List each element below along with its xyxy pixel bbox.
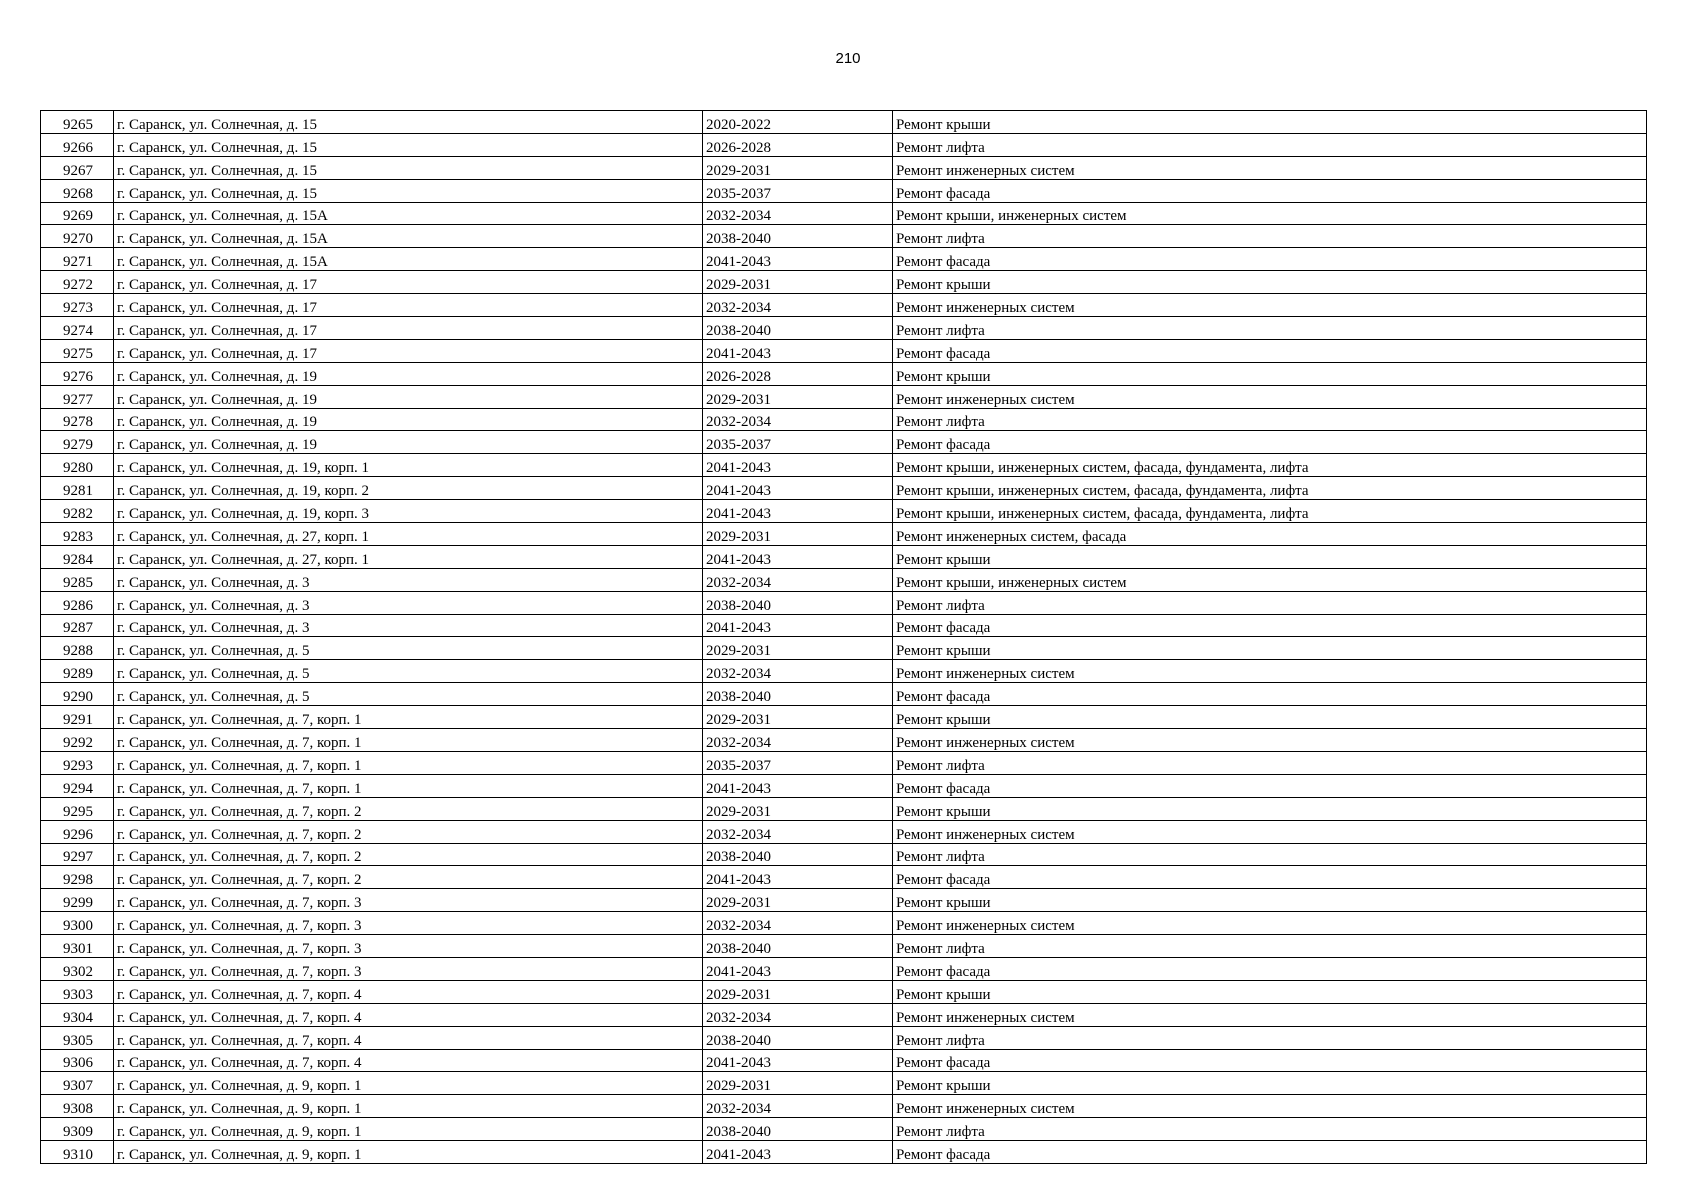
period-cell: 2032-2034 [703, 820, 893, 843]
period-cell: 2035-2037 [703, 431, 893, 454]
work-type-cell: Ремонт крыши [893, 637, 1647, 660]
period-cell: 2026-2028 [703, 133, 893, 156]
address-cell: г. Саранск, ул. Солнечная, д. 9, корп. 1 [114, 1072, 703, 1095]
row-number-cell: 9301 [41, 935, 114, 958]
row-number-cell: 9300 [41, 912, 114, 935]
page-number: 210 [835, 50, 861, 67]
row-number-cell: 9291 [41, 706, 114, 729]
work-type-cell: Ремонт фасада [893, 179, 1647, 202]
work-type-cell: Ремонт инженерных систем [893, 912, 1647, 935]
table-row [41, 797, 1647, 820]
work-type-cell: Ремонт инженерных систем [893, 1095, 1647, 1118]
table-row [41, 957, 1647, 980]
address-cell: г. Саранск, ул. Солнечная, д. 19 [114, 408, 703, 431]
period-cell: 2032-2034 [703, 408, 893, 431]
table-row [41, 294, 1647, 317]
period-cell: 2041-2043 [703, 339, 893, 362]
address-cell: г. Саранск, ул. Солнечная, д. 7, корп. 2 [114, 866, 703, 889]
table-row [41, 271, 1647, 294]
table-row [41, 980, 1647, 1003]
period-cell: 2038-2040 [703, 935, 893, 958]
address-cell: г. Саранск, ул. Солнечная, д. 19, корп. 3 [114, 500, 703, 523]
period-cell: 2038-2040 [703, 1026, 893, 1049]
table-row [41, 1049, 1647, 1072]
row-number-cell: 9310 [41, 1141, 114, 1164]
period-cell: 2029-2031 [703, 1072, 893, 1095]
table-row [41, 591, 1647, 614]
row-number-cell: 9282 [41, 500, 114, 523]
work-type-cell: Ремонт инженерных систем [893, 1003, 1647, 1026]
row-number-cell: 9266 [41, 133, 114, 156]
address-cell: г. Саранск, ул. Солнечная, д. 9, корп. 1 [114, 1095, 703, 1118]
address-cell: г. Саранск, ул. Солнечная, д. 7, корп. 3 [114, 889, 703, 912]
work-type-cell: Ремонт инженерных систем [893, 660, 1647, 683]
period-cell: 2038-2040 [703, 843, 893, 866]
row-number-cell: 9272 [41, 271, 114, 294]
table-row [41, 431, 1647, 454]
row-number-cell: 9269 [41, 202, 114, 225]
address-cell: г. Саранск, ул. Солнечная, д. 19, корп. 2 [114, 477, 703, 500]
work-type-cell: Ремонт крыши [893, 1072, 1647, 1095]
work-type-cell: Ремонт лифта [893, 1118, 1647, 1141]
address-cell: г. Саранск, ул. Солнечная, д. 9, корп. 1 [114, 1118, 703, 1141]
address-cell: г. Саранск, ул. Солнечная, д. 7, корп. 3 [114, 935, 703, 958]
table-row [41, 179, 1647, 202]
row-number-cell: 9280 [41, 454, 114, 477]
table-row [41, 1072, 1647, 1095]
address-cell: г. Саранск, ул. Солнечная, д. 19 [114, 431, 703, 454]
address-cell: г. Саранск, ул. Солнечная, д. 17 [114, 271, 703, 294]
row-number-cell: 9283 [41, 523, 114, 546]
row-number-cell: 9278 [41, 408, 114, 431]
period-cell: 2032-2034 [703, 568, 893, 591]
address-cell: г. Саранск, ул. Солнечная, д. 19, корп. 1 [114, 454, 703, 477]
table-row [41, 660, 1647, 683]
work-type-cell: Ремонт крыши [893, 889, 1647, 912]
address-cell: г. Саранск, ул. Солнечная, д. 7, корп. 1 [114, 751, 703, 774]
work-type-cell: Ремонт фасада [893, 866, 1647, 889]
work-type-cell: Ремонт фасада [893, 957, 1647, 980]
address-cell: г. Саранск, ул. Солнечная, д. 7, корп. 4 [114, 980, 703, 1003]
period-cell: 2026-2028 [703, 362, 893, 385]
row-number-cell: 9305 [41, 1026, 114, 1049]
row-number-cell: 9292 [41, 729, 114, 752]
period-cell: 2038-2040 [703, 317, 893, 340]
table-row [41, 156, 1647, 179]
row-number-cell: 9288 [41, 637, 114, 660]
address-cell: г. Саранск, ул. Солнечная, д. 7, корп. 4 [114, 1003, 703, 1026]
period-cell: 2041-2043 [703, 1141, 893, 1164]
table-row [41, 317, 1647, 340]
period-cell: 2041-2043 [703, 454, 893, 477]
table-row [41, 225, 1647, 248]
row-number-cell: 9286 [41, 591, 114, 614]
table-row [41, 500, 1647, 523]
period-cell: 2041-2043 [703, 477, 893, 500]
row-number-cell: 9279 [41, 431, 114, 454]
period-cell: 2029-2031 [703, 271, 893, 294]
row-number-cell: 9296 [41, 820, 114, 843]
row-number-cell: 9309 [41, 1118, 114, 1141]
address-cell: г. Саранск, ул. Солнечная, д. 7, корп. 1 [114, 774, 703, 797]
address-cell: г. Саранск, ул. Солнечная, д. 7, корп. 1 [114, 706, 703, 729]
row-number-cell: 9297 [41, 843, 114, 866]
address-cell: г. Саранск, ул. Солнечная, д. 5 [114, 660, 703, 683]
address-cell: г. Саранск, ул. Солнечная, д. 15 [114, 133, 703, 156]
work-type-cell: Ремонт инженерных систем [893, 820, 1647, 843]
address-cell: г. Саранск, ул. Солнечная, д. 19 [114, 362, 703, 385]
table-row [41, 683, 1647, 706]
address-cell: г. Саранск, ул. Солнечная, д. 7, корп. 3 [114, 912, 703, 935]
address-cell: г. Саранск, ул. Солнечная, д. 5 [114, 683, 703, 706]
row-number-cell: 9281 [41, 477, 114, 500]
table-body [41, 111, 1647, 1164]
address-cell: г. Саранск, ул. Солнечная, д. 3 [114, 568, 703, 591]
row-number-cell: 9287 [41, 614, 114, 637]
period-cell: 2032-2034 [703, 660, 893, 683]
period-cell: 2029-2031 [703, 637, 893, 660]
row-number-cell: 9285 [41, 568, 114, 591]
table-row [41, 385, 1647, 408]
work-type-cell: Ремонт крыши [893, 362, 1647, 385]
period-cell: 2020-2022 [703, 111, 893, 134]
period-cell: 2038-2040 [703, 683, 893, 706]
period-cell: 2041-2043 [703, 1049, 893, 1072]
period-cell: 2032-2034 [703, 729, 893, 752]
period-cell: 2029-2031 [703, 980, 893, 1003]
table-row [41, 751, 1647, 774]
table-row [41, 408, 1647, 431]
address-cell: г. Саранск, ул. Солнечная, д. 15А [114, 248, 703, 271]
address-cell: г. Саранск, ул. Солнечная, д. 7, корп. 2 [114, 797, 703, 820]
address-cell: г. Саранск, ул. Солнечная, д. 15 [114, 111, 703, 134]
work-type-cell: Ремонт лифта [893, 935, 1647, 958]
period-cell: 2032-2034 [703, 1095, 893, 1118]
work-type-cell: Ремонт фасада [893, 339, 1647, 362]
row-number-cell: 9294 [41, 774, 114, 797]
table-row [41, 545, 1647, 568]
table-row [41, 339, 1647, 362]
address-cell: г. Саранск, ул. Солнечная, д. 15А [114, 225, 703, 248]
row-number-cell: 9268 [41, 179, 114, 202]
address-cell: г. Саранск, ул. Солнечная, д. 7, корп. 2 [114, 820, 703, 843]
period-cell: 2032-2034 [703, 1003, 893, 1026]
row-number-cell: 9270 [41, 225, 114, 248]
row-number-cell: 9308 [41, 1095, 114, 1118]
address-cell: г. Саранск, ул. Солнечная, д. 5 [114, 637, 703, 660]
address-cell: г. Саранск, ул. Солнечная, д. 15А [114, 202, 703, 225]
table-row [41, 1026, 1647, 1049]
work-type-cell: Ремонт крыши [893, 545, 1647, 568]
work-type-cell: Ремонт лифта [893, 133, 1647, 156]
table-row [41, 866, 1647, 889]
work-type-cell: Ремонт крыши, инженерных систем, фасада, фундамента, лифта [893, 477, 1647, 500]
work-type-cell: Ремонт крыши, инженерных систем, фасада, фундамента, лифта [893, 500, 1647, 523]
table-row [41, 774, 1647, 797]
work-type-cell: Ремонт лифта [893, 225, 1647, 248]
table-row [41, 820, 1647, 843]
period-cell: 2041-2043 [703, 957, 893, 980]
row-number-cell: 9265 [41, 111, 114, 134]
table-row [41, 568, 1647, 591]
period-cell: 2041-2043 [703, 500, 893, 523]
address-cell: г. Саранск, ул. Солнечная, д. 7, корп. 4 [114, 1026, 703, 1049]
work-type-cell: Ремонт крыши [893, 797, 1647, 820]
table-row [41, 248, 1647, 271]
table-row [41, 362, 1647, 385]
address-cell: г. Саранск, ул. Солнечная, д. 19 [114, 385, 703, 408]
period-cell: 2035-2037 [703, 179, 893, 202]
row-number-cell: 9273 [41, 294, 114, 317]
row-number-cell: 9306 [41, 1049, 114, 1072]
period-cell: 2041-2043 [703, 614, 893, 637]
period-cell: 2041-2043 [703, 774, 893, 797]
table-row [41, 729, 1647, 752]
row-number-cell: 9295 [41, 797, 114, 820]
work-type-cell: Ремонт фасада [893, 248, 1647, 271]
address-cell: г. Саранск, ул. Солнечная, д. 3 [114, 591, 703, 614]
work-type-cell: Ремонт крыши [893, 706, 1647, 729]
work-type-cell: Ремонт инженерных систем [893, 729, 1647, 752]
address-cell: г. Саранск, ул. Солнечная, д. 7, корп. 4 [114, 1049, 703, 1072]
work-type-cell: Ремонт крыши, инженерных систем [893, 202, 1647, 225]
work-type-cell: Ремонт инженерных систем [893, 385, 1647, 408]
row-number-cell: 9267 [41, 156, 114, 179]
period-cell: 2029-2031 [703, 523, 893, 546]
row-number-cell: 9298 [41, 866, 114, 889]
period-cell: 2035-2037 [703, 751, 893, 774]
row-number-cell: 9276 [41, 362, 114, 385]
work-type-cell: Ремонт инженерных систем [893, 156, 1647, 179]
work-type-cell: Ремонт лифта [893, 317, 1647, 340]
table-row [41, 1095, 1647, 1118]
row-number-cell: 9293 [41, 751, 114, 774]
table-row [41, 1003, 1647, 1026]
work-type-cell: Ремонт фасада [893, 683, 1647, 706]
work-type-cell: Ремонт крыши [893, 980, 1647, 1003]
row-number-cell: 9277 [41, 385, 114, 408]
work-type-cell: Ремонт фасада [893, 1141, 1647, 1164]
row-number-cell: 9302 [41, 957, 114, 980]
row-number-cell: 9304 [41, 1003, 114, 1026]
address-cell: г. Саранск, ул. Солнечная, д. 27, корп. 1 [114, 523, 703, 546]
row-number-cell: 9271 [41, 248, 114, 271]
work-type-cell: Ремонт лифта [893, 1026, 1647, 1049]
period-cell: 2032-2034 [703, 912, 893, 935]
address-cell: г. Саранск, ул. Солнечная, д. 15 [114, 156, 703, 179]
table-row [41, 935, 1647, 958]
address-cell: г. Саранск, ул. Солнечная, д. 7, корп. 3 [114, 957, 703, 980]
period-cell: 2029-2031 [703, 706, 893, 729]
work-type-cell: Ремонт инженерных систем, фасада [893, 523, 1647, 546]
period-cell: 2032-2034 [703, 202, 893, 225]
work-type-cell: Ремонт лифта [893, 591, 1647, 614]
period-cell: 2038-2040 [703, 1118, 893, 1141]
table-row [41, 523, 1647, 546]
work-type-cell: Ремонт лифта [893, 408, 1647, 431]
row-number-cell: 9274 [41, 317, 114, 340]
table-row [41, 889, 1647, 912]
row-number-cell: 9275 [41, 339, 114, 362]
address-cell: г. Саранск, ул. Солнечная, д. 27, корп. 1 [114, 545, 703, 568]
period-cell: 2032-2034 [703, 294, 893, 317]
period-cell: 2041-2043 [703, 545, 893, 568]
table-row [41, 706, 1647, 729]
period-cell: 2029-2031 [703, 385, 893, 408]
table-row [41, 133, 1647, 156]
work-type-cell: Ремонт лифта [893, 751, 1647, 774]
table-row [41, 202, 1647, 225]
work-type-cell: Ремонт инженерных систем [893, 294, 1647, 317]
table-row [41, 637, 1647, 660]
row-number-cell: 9284 [41, 545, 114, 568]
period-cell: 2029-2031 [703, 156, 893, 179]
address-cell: г. Саранск, ул. Солнечная, д. 7, корп. 1 [114, 729, 703, 752]
row-number-cell: 9289 [41, 660, 114, 683]
period-cell: 2029-2031 [703, 797, 893, 820]
address-cell: г. Саранск, ул. Солнечная, д. 9, корп. 1 [114, 1141, 703, 1164]
period-cell: 2029-2031 [703, 889, 893, 912]
row-number-cell: 9299 [41, 889, 114, 912]
row-number-cell: 9290 [41, 683, 114, 706]
address-cell: г. Саранск, ул. Солнечная, д. 15 [114, 179, 703, 202]
table-row [41, 843, 1647, 866]
table-row [41, 912, 1647, 935]
table-row [41, 1141, 1647, 1164]
table-row [41, 111, 1647, 134]
period-cell: 2038-2040 [703, 591, 893, 614]
work-type-cell: Ремонт фасада [893, 1049, 1647, 1072]
table-row [41, 477, 1647, 500]
table-row [41, 1118, 1647, 1141]
row-number-cell: 9307 [41, 1072, 114, 1095]
address-cell: г. Саранск, ул. Солнечная, д. 17 [114, 294, 703, 317]
table-row [41, 614, 1647, 637]
work-type-cell: Ремонт фасада [893, 774, 1647, 797]
work-type-cell: Ремонт крыши, инженерных систем, фасада, фундамента, лифта [893, 454, 1647, 477]
work-type-cell: Ремонт крыши, инженерных систем [893, 568, 1647, 591]
period-cell: 2041-2043 [703, 866, 893, 889]
row-number-cell: 9303 [41, 980, 114, 1003]
period-cell: 2038-2040 [703, 225, 893, 248]
repair-schedule-table [40, 110, 1647, 1164]
work-type-cell: Ремонт крыши [893, 271, 1647, 294]
address-cell: г. Саранск, ул. Солнечная, д. 3 [114, 614, 703, 637]
address-cell: г. Саранск, ул. Солнечная, д. 17 [114, 339, 703, 362]
work-type-cell: Ремонт лифта [893, 843, 1647, 866]
table-row [41, 454, 1647, 477]
work-type-cell: Ремонт фасада [893, 431, 1647, 454]
address-cell: г. Саранск, ул. Солнечная, д. 7, корп. 2 [114, 843, 703, 866]
work-type-cell: Ремонт фасада [893, 614, 1647, 637]
address-cell: г. Саранск, ул. Солнечная, д. 17 [114, 317, 703, 340]
period-cell: 2041-2043 [703, 248, 893, 271]
work-type-cell: Ремонт крыши [893, 111, 1647, 134]
